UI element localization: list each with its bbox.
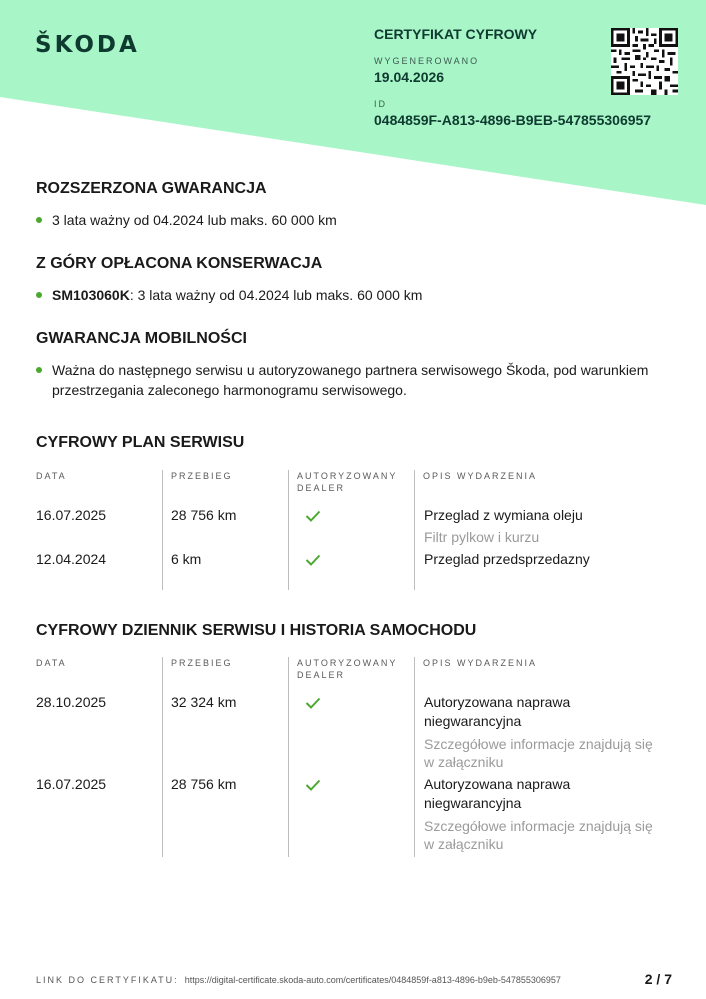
mobility-warranty-title: GWARANCJA MOBILNOŚCI — [36, 330, 247, 347]
maintenance-code: SM103060K — [52, 287, 130, 303]
column-header-description: OPIS WYDARZENIA — [423, 658, 538, 668]
column-header-dealer: AUTORYZOWANY DEALER — [297, 471, 398, 493]
certificate-title: CERTYFIKAT CYFROWY — [374, 26, 538, 42]
page-number: 2 / 7 — [644, 971, 672, 987]
mobility-text-line-1: Ważna do następnego serwisu u autoryzowanego partnera serwisowego Škoda, pod warunkiem — [52, 362, 649, 378]
row-sub-line-2: w załączniku — [424, 754, 504, 770]
list-item — [36, 360, 648, 400]
service-plan-table — [36, 470, 676, 590]
certificate-id: 0484859F-A813-4896-B9EB-547855306957 — [374, 112, 652, 128]
check-icon — [305, 697, 321, 709]
row-sub-line-1: Szczegółowe informacje znajdują się — [424, 736, 653, 752]
certificate-link-label: LINK DO CERTYFIKATU: — [36, 975, 179, 985]
bullet-dot-icon — [36, 292, 42, 298]
list-item — [36, 210, 337, 230]
row-description-line-2: niegwarancyjna — [424, 795, 522, 811]
generated-label: WYGENEROWANO — [374, 56, 480, 66]
service-plan-title: CYFROWY PLAN SERWISU — [36, 434, 245, 451]
row-date: 16.07.2025 — [36, 507, 107, 523]
column-divider — [162, 657, 163, 857]
row-description-line-1: Autoryzowana naprawa — [424, 776, 571, 792]
prepaid-maintenance-title: Z GÓRY OPŁACONA KONSERWACJA — [36, 255, 323, 272]
column-divider — [288, 657, 289, 857]
row-mileage: 28 756 km — [171, 776, 237, 792]
row-mileage: 6 km — [171, 551, 202, 567]
row-sub-line-2: w załączniku — [424, 836, 504, 852]
qr-code-icon[interactable] — [611, 28, 678, 95]
check-icon — [305, 510, 321, 522]
check-icon — [305, 779, 321, 791]
column-divider — [162, 470, 163, 590]
row-description: Przeglad przedsprzedazny — [424, 551, 590, 567]
row-description-line-1: Autoryzowana naprawa — [424, 694, 571, 710]
row-sub-line-1: Szczegółowe informacje znajdują się — [424, 818, 653, 834]
column-header-date: DATA — [36, 658, 67, 668]
bullet-dot-icon — [36, 217, 42, 223]
column-divider — [288, 470, 289, 590]
certificate-link — [36, 975, 561, 985]
generated-date: 19.04.2026 — [374, 69, 445, 85]
row-mileage: 32 324 km — [171, 694, 237, 710]
row-date: 16.07.2025 — [36, 776, 107, 792]
maintenance-text: : 3 lata ważny od 04.2024 lub maks. 60 000 km — [129, 287, 423, 303]
id-label: ID — [374, 99, 387, 109]
row-date: 28.10.2025 — [36, 694, 107, 710]
service-log-table — [36, 657, 676, 857]
certificate-link-url[interactable]: https://digital-certificate.skoda-auto.com/certificates/0484859f-a813-4896-b9eb-547855306957 — [184, 975, 561, 985]
certificate-info — [374, 26, 651, 128]
row-sub-description: Filtr pylkow i kurzu — [424, 529, 540, 545]
row-description-line-2: niegwarancyjna — [424, 713, 522, 729]
check-icon — [305, 554, 321, 566]
column-header-date: DATA — [36, 471, 67, 481]
column-header-mileage: PRZEBIEG — [171, 471, 233, 481]
column-header-mileage: PRZEBIEG — [171, 658, 233, 668]
service-log-title: CYFROWY DZIENNIK SERWISU I HISTORIA SAMOCHODU — [36, 622, 477, 639]
extended-warranty-title: ROZSZERZONA GWARANCJA — [36, 180, 267, 197]
extended-warranty-text: 3 lata ważny od 04.2024 lub maks. 60 000 km — [52, 212, 337, 228]
row-date: 12.04.2024 — [36, 551, 107, 567]
skoda-logo: ŠKODA — [35, 32, 140, 58]
column-divider — [414, 470, 415, 590]
column-divider — [414, 657, 415, 857]
row-mileage: 28 756 km — [171, 507, 237, 523]
bullet-dot-icon — [36, 367, 42, 373]
column-header-dealer: AUTORYZOWANY DEALER — [297, 658, 398, 680]
mobility-text-line-2: przestrzegania zaleconego harmonogramu serwisowego. — [52, 382, 407, 398]
column-header-description: OPIS WYDARZENIA — [423, 471, 538, 481]
list-item — [36, 285, 422, 305]
row-description: Przeglad z wymiana oleju — [424, 507, 583, 523]
